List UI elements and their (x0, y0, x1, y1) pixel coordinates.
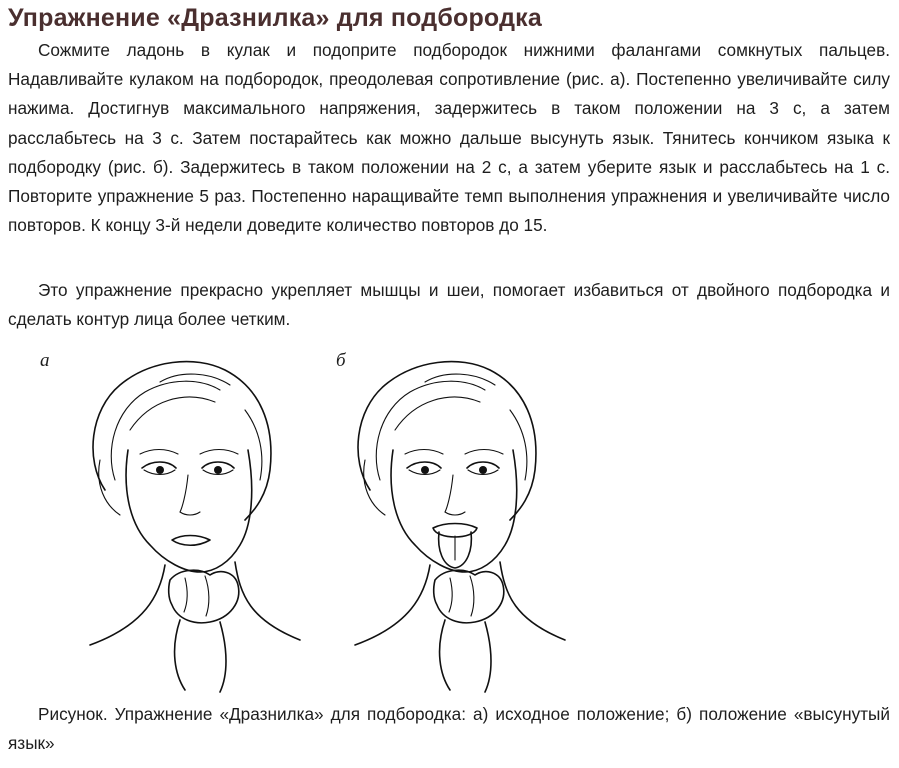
instruction-paragraph: Сожмите ладонь в кулак и подоприте подбородок нижними фалангами сомкнутых пальцев. Надавливайте кулаком на подбородок, преодолевая сопротивление (рис. а). Постепенно увеличивайте силу нажима. Достигнув максимального напряжения, задержитесь в таком положении на 3 с, а затем расслабьтесь на 3 с. Затем постарайтесь как можно дальше высунуть язык. Тянитесь кончиком языка к подбородку (рис. б). Задержитесь в таком положении на 2 с, а затем уберите язык и расслабьтесь на 1 с. Повторите упражнение 5 раз. Постепенно наращивайте темп выполнения упражнения и увеличивайте число повторов. К концу 3-й недели доведите количество повторов до 15. (8, 40, 890, 236)
figure-label-a: а (40, 350, 50, 371)
figure-label-b: б (336, 350, 346, 371)
page-title: Упражнение «Дразнилка» для подбородка (8, 4, 542, 32)
figure-caption: Рисунок. Упражнение «Дразнилка» для подбородка: а) исходное положение; б) положение «высунутый язык» (8, 704, 890, 754)
benefit-paragraph: Это упражнение прекрасно укрепляет мышцы и шеи, помогает избавиться от двойного подбородка и сделать контур лица более четким. (8, 280, 890, 330)
face-a-drawing (90, 362, 300, 692)
exercise-illustration (40, 340, 580, 696)
face-b-drawing (355, 362, 565, 692)
face-drawings (60, 340, 580, 696)
